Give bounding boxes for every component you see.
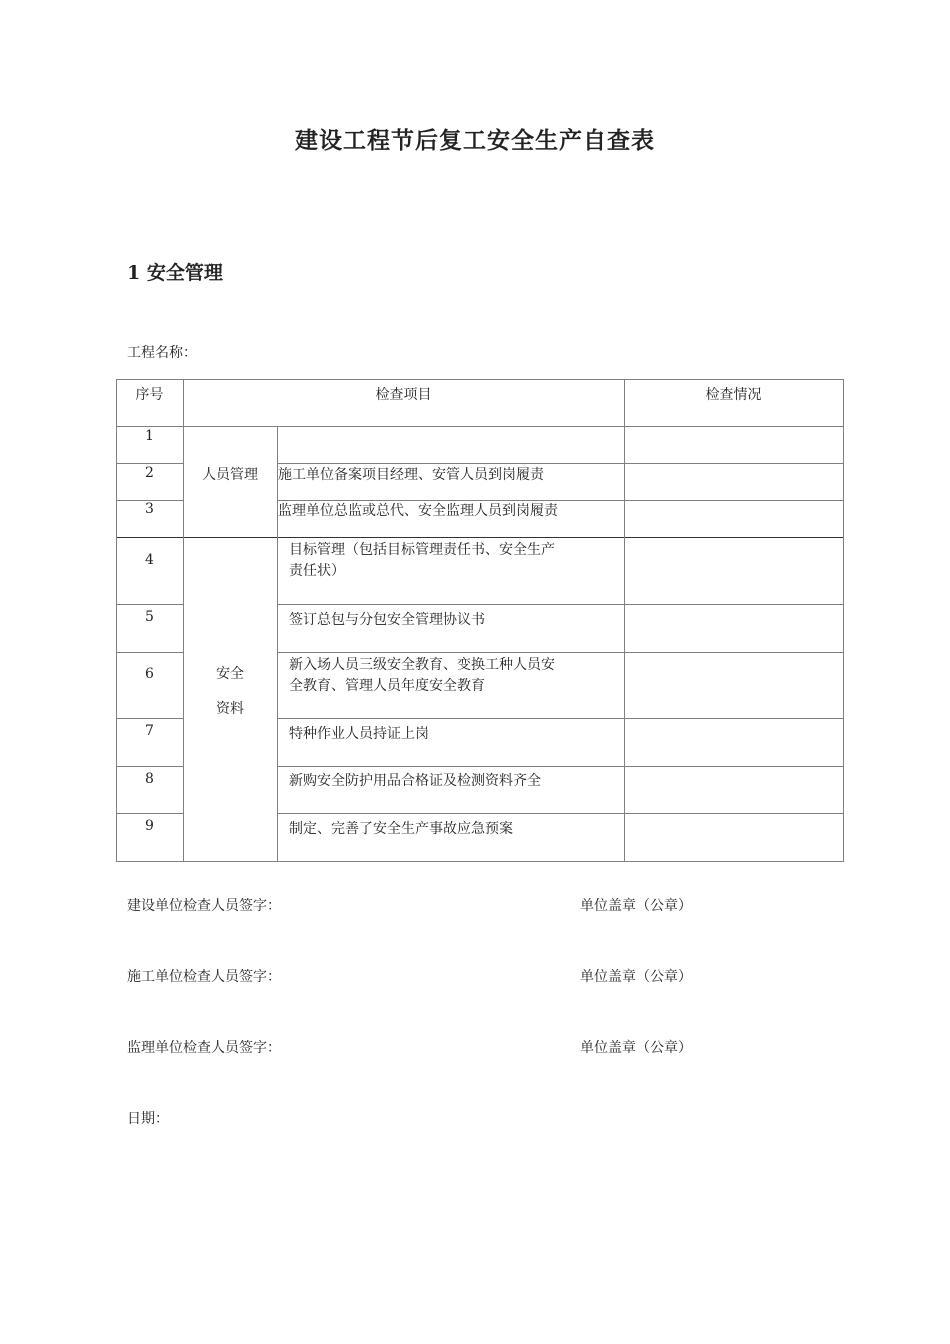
row-4-item-line2: 责任状） (289, 563, 345, 579)
row-3-seq: 3 (145, 501, 154, 517)
row-5-status-cell[interactable] (625, 605, 843, 652)
row-1-status-cell[interactable] (625, 427, 843, 463)
header-item: 检查项目 (375, 387, 432, 403)
row-3-item: 监理单位总监或总代、安全监理人员到岗履责 (278, 503, 558, 519)
construction-unit-seal-label: 单位盖章（公章） (580, 898, 692, 914)
row-8-item: 新购安全防护用品合格证及检测资料齐全 (289, 773, 541, 789)
row-1-seq: 1 (145, 428, 154, 444)
section-heading: 1 安全管理 (127, 262, 223, 284)
row-4-status-cell[interactable] (625, 538, 843, 604)
row-5-seq: 5 (145, 609, 154, 625)
row-8-status-cell[interactable] (625, 767, 843, 813)
row-2-seq: 2 (145, 465, 154, 481)
header-status: 检查情况 (705, 387, 762, 403)
row-2-status-cell[interactable] (625, 464, 843, 500)
row-7-seq: 7 (145, 723, 154, 739)
row-8-seq: 8 (145, 771, 154, 787)
checklist-table (116, 379, 844, 862)
project-name-label: 工程名称： (127, 345, 197, 361)
row-6-item-line2: 全教育、管理人员年度安全教育 (289, 678, 485, 694)
row-5-item: 签订总包与分包安全管理协议书 (289, 612, 485, 628)
row-9-seq: 9 (145, 818, 154, 834)
group-personnel-management: 人员管理 (202, 467, 258, 483)
contractor-signature-label: 施工单位检查人员签字： (127, 969, 281, 985)
row-6-status-cell[interactable] (625, 653, 843, 718)
row-2-item: 施工单位备案项目经理、安管人员到岗履责 (278, 467, 544, 483)
row-6-item-line1: 新入场人员三级安全教育、变换工种人员安 (289, 657, 555, 673)
document-title: 建设工程节后复工安全生产自查表 (295, 127, 655, 154)
header-seq: 序号 (135, 387, 164, 403)
date-label: 日期： (127, 1111, 169, 1127)
group-safety-documents-line1: 安全 (216, 666, 244, 682)
row-6-seq: 6 (145, 666, 154, 682)
supervisor-seal-label: 单位盖章（公章） (580, 1040, 692, 1056)
row-7-item: 特种作业人员持证上岗 (289, 726, 429, 742)
contractor-seal-label: 单位盖章（公章） (580, 969, 692, 985)
row-9-item: 制定、完善了安全生产事故应急预案 (289, 821, 513, 837)
row-7-status-cell[interactable] (625, 719, 843, 766)
row-3-status-cell[interactable] (625, 501, 843, 537)
row-4-item-line1: 目标管理（包括目标管理责任书、安全生产 (289, 542, 555, 558)
construction-unit-signature-label: 建设单位检查人员签字： (127, 898, 281, 914)
group-safety-documents-line2: 资料 (216, 701, 244, 717)
row-9-status-cell[interactable] (625, 814, 843, 861)
supervisor-signature-label: 监理单位检查人员签字： (127, 1040, 281, 1056)
row-4-seq: 4 (145, 552, 154, 568)
